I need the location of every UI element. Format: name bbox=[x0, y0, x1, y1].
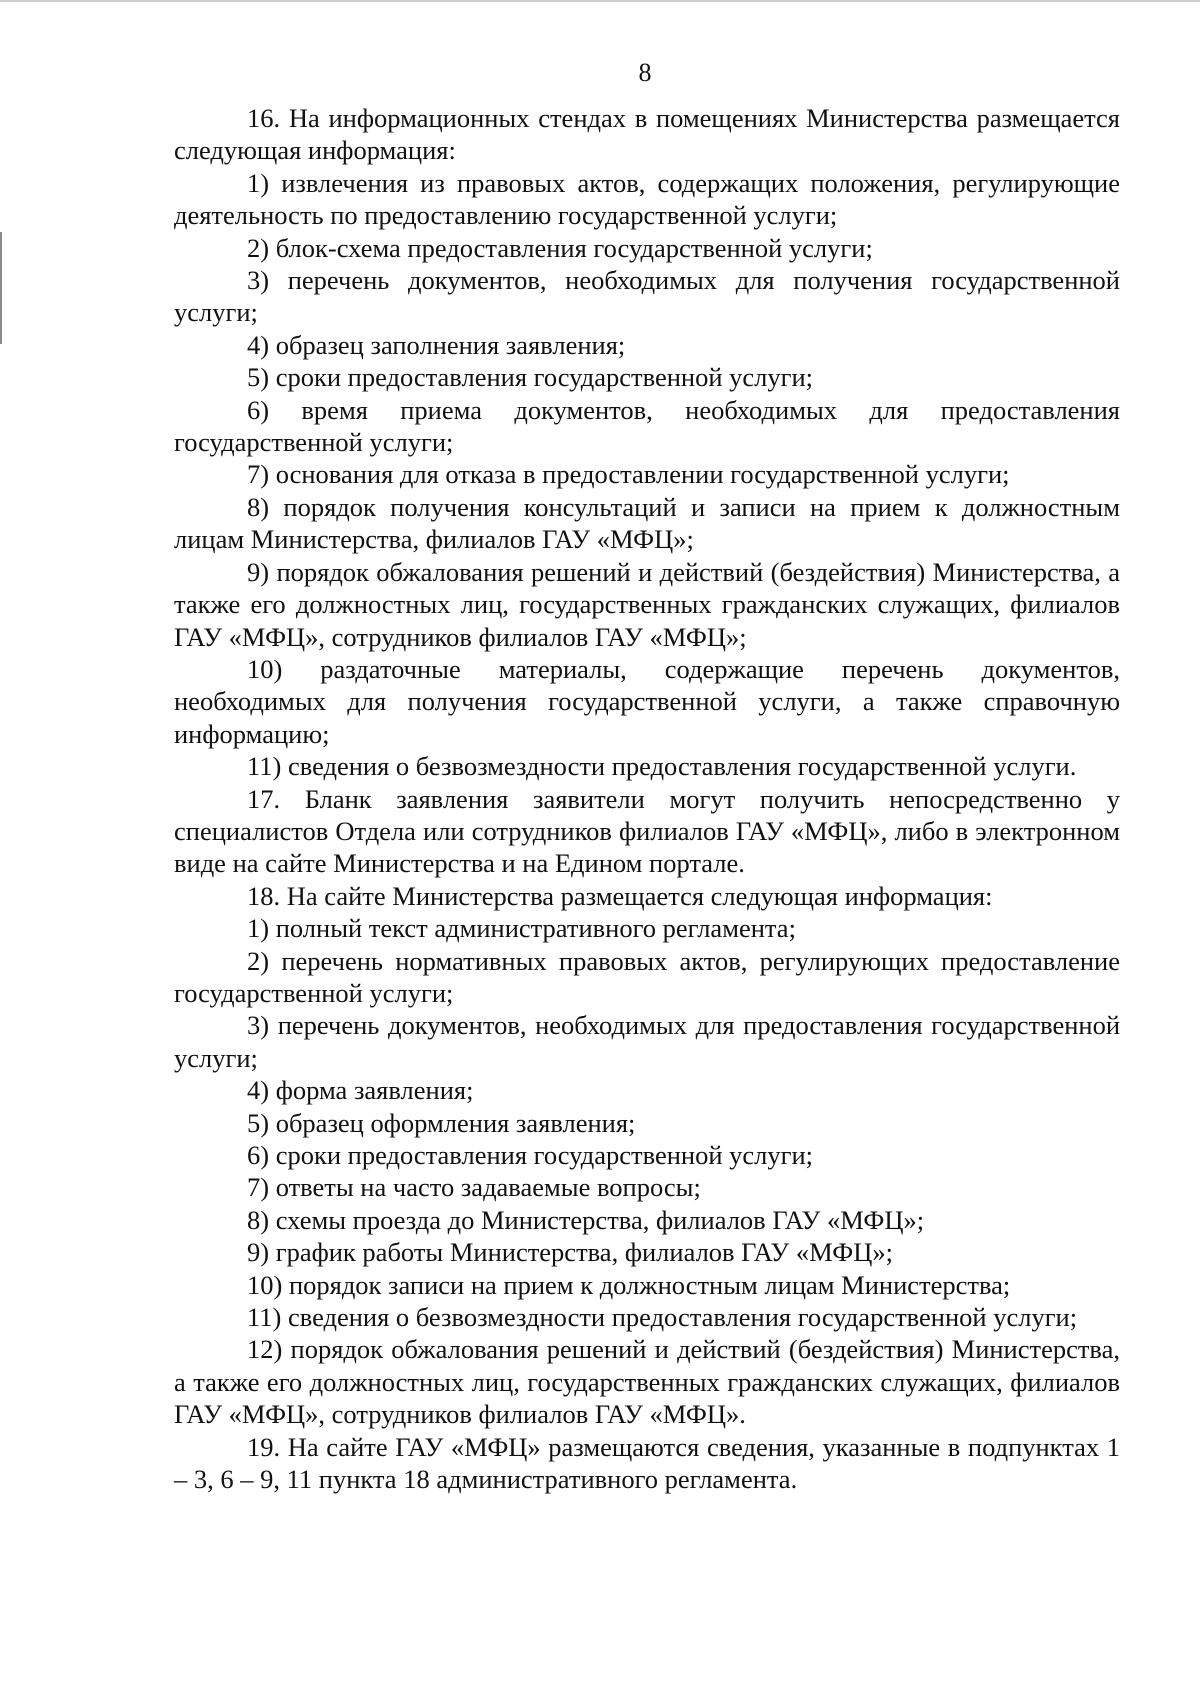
list-item-16-2: 2) блок-схема предоставления государственной услуги; bbox=[247, 232, 873, 263]
paragraph-16: 16. На информационных стендах в помещениях Министерства размещается следующая информация: bbox=[174, 103, 1120, 166]
list-item-16-4: 4) образец заполнения заявления; bbox=[247, 329, 626, 360]
scan-margin-line bbox=[0, 232, 2, 344]
list-item-16-8: 8) порядок получения консультаций и записи на прием к должностным лицам Министерства, филиалов ГАУ «МФЦ»; bbox=[174, 491, 1120, 555]
list-item-16-10: 10) раздаточные материалы, содержащие перечень документов, необходимых для получения государственной услуги, а также справочную информацию; bbox=[174, 653, 1120, 749]
list-item-16-9: 9) порядок обжалования решений и действий (бездействия) Министерства, а также его должностных лиц, государственных гражданских служащих, филиалов ГАУ «МФЦ», сотрудников филиалов ГАУ «МФЦ»; bbox=[174, 556, 1120, 652]
list-item-18-2: 2) перечень нормативных правовых актов, регулирующих предоставление государственной услуги; bbox=[174, 945, 1120, 1008]
paragraph-19: 19. На сайте ГАУ «МФЦ» размещаются сведения, указанные в подпунктах 1 – 3, 6 – 9, 11 пункта 18 административного регламента. bbox=[174, 1431, 1120, 1495]
list-item-16-6: 6) время приема документов, необходимых для предоставления государственной услуги; bbox=[174, 394, 1120, 458]
page-number: 8 bbox=[638, 58, 652, 87]
paragraph-17: 17. Бланк заявления заявители могут получить непосредственно у специалистов Отдела или сотрудников филиалов ГАУ «МФЦ», либо в электронном виде на сайте Министерства и на Едином портале. bbox=[174, 783, 1120, 879]
document-body bbox=[174, 102, 1120, 1495]
paragraph-18: 18. На сайте Министерства размещается следующая информация: bbox=[247, 880, 993, 911]
list-item-18-9: 9) график работы Министерства, филиалов ГАУ «МФЦ»; bbox=[247, 1237, 893, 1268]
list-item-18-6: 6) сроки предоставления государственной услуги; bbox=[247, 1140, 814, 1170]
list-item-18-11: 11) сведения о безвозмездности предоставления государственной услуги; bbox=[247, 1302, 1078, 1333]
list-item-16-1: 1) извлечения из правовых актов, содержащих положения, регулирующие деятельность по предоставлению государственной услуги; bbox=[174, 167, 1120, 231]
list-item-18-12: 12) порядок обжалования решений и действий (бездействия) Министерства, а также его должностных лиц, государственных гражданских служащих, филиалов ГАУ «МФЦ», сотрудников филиалов ГАУ «МФЦ». bbox=[174, 1334, 1120, 1430]
list-item-18-3: 3) перечень документов, необходимых для предоставления государственной услуги; bbox=[174, 1010, 1120, 1073]
list-item-18-10: 10) порядок записи на прием к должностным лицам Министерства; bbox=[247, 1269, 1011, 1300]
list-item-18-7: 7) ответы на часто задаваемые вопросы; bbox=[247, 1172, 701, 1203]
list-item-18-5: 5) образец оформления заявления; bbox=[247, 1107, 636, 1138]
scan-top-edge bbox=[0, 0, 1200, 2]
list-item-16-11: 11) сведения о безвозмездности предоставления государственной услуги. bbox=[247, 751, 1077, 782]
list-item-18-4: 4) форма заявления; bbox=[247, 1075, 474, 1106]
list-item-16-3: 3) перечень документов, необходимых для получения государственной услуги; bbox=[174, 265, 1120, 328]
list-item-18-8: 8) схемы проезда до Министерства, филиалов ГАУ «МФЦ»; bbox=[247, 1204, 925, 1235]
list-item-16-5: 5) сроки предоставления государственной услуги; bbox=[247, 362, 814, 393]
list-item-18-1: 1) полный текст административного регламента; bbox=[247, 913, 796, 944]
list-item-16-7: 7) основания для отказа в предоставлении государственной услуги; bbox=[247, 459, 1010, 490]
